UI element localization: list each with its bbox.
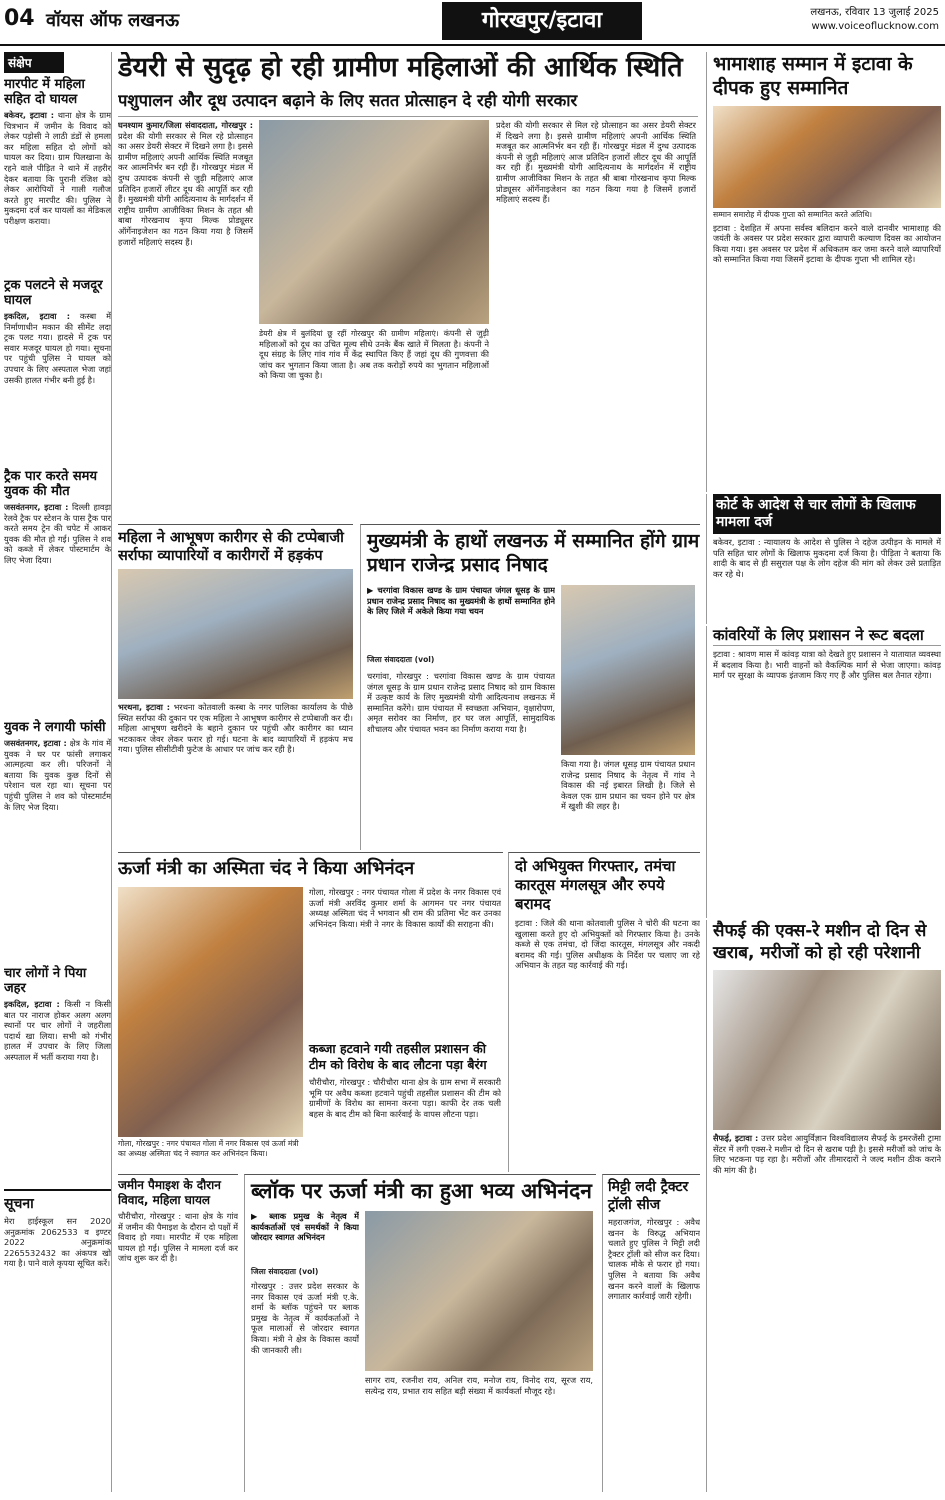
brief-dateline: इकदिल, इटावा : [4,311,70,321]
lead-body-continued: कंपनी से जुड़ी महिलाओं को दूध का उचित मूल्य सीधे उनके बैंक खाते में मिलता है। कंपनी ने दूध संग्रह के लिए गांव गांव में केंद्र स्थापित किए हैं जहां दूध की गुणवत्ता की जांच कर भुगतान किया जाता है। अब तक करोड़ों रुपये का भुगतान महिलाओं को किया जा चुका है। [259,328,489,381]
minister-honour-story [118,852,503,1172]
tractor-headline: मिट्टी लदी ट्रैक्टर ट्रॉली सीज [608,1179,689,1213]
lead-subhead: पशुपालन और दूध उत्पादन बढ़ाने के लिए सतत प्रोत्साहन दे रही योगी सरकार [118,90,698,117]
bhamashah-caption: सम्मान समारोह में दीपक गुप्ता को सम्मानित करते अतिथि। [713,210,873,219]
jewelry-shop-photo [118,569,353,699]
jewelry-body: भरथना कोतवाली कस्बा के नगर पालिका कार्यालय के पीछे स्थित सर्राफा की दुकान पर एक महिला ने आभूषण कारीगर से टप्पेबाजी कर दी। महिला आभूषण खरीदने के बहाने दुकान पर पहुंची और कारीगर का ध्यान भटकाकर जेवर लेकर फरार हो गई। घटना के बाद व्यापारियों में हड़कंप मच गया। पुलिस सीसीटीवी फुटेज के आधार पर जांच कर रही है। [118,702,353,755]
land-headline: जमीन पैमाइश के दौरान विवाद, महिला घायल [118,1178,221,1207]
brief-item [4,469,111,712]
notice-text: मेरा हाईस्कूल सन 2020 अनुक्रमांक 2062533 व इण्टर 2022 अनुक्रमांक 2265532432 का अंकपत्र खो गया है। पाने वाले कृपया सूचित करें। [4,1216,111,1269]
jewelry-story [118,524,353,850]
brief-dateline: जसवंतनगर, इटावा : [4,502,69,512]
land-body: चौरीचौरा, गोरखपुर : थाना क्षेत्र के गांव में जमीन की पैमाइश के दौरान दो पक्षों में विवाद हो गया। मारपीट में एक महिला घायल हो गई। पुलिस ने मामला दर्ज कर जांच शुरू कर दी है। [118,1211,238,1264]
brief-item [4,720,111,958]
bhamashah-headline: भामाशाह सम्मान में इटावा के दीपक हुए सम्मानित [713,53,913,99]
xray-body: उत्तर प्रदेश आयुर्विज्ञान विश्वविद्यालय सैफई के इमरजेंसी ट्रामा सेंटर में लगी एक्स-रे मशीन दो दिन से खराब पड़ी है। इससे मरीजों को जांच के लिए भटकना पड़ रहा है। मरीजों और तीमारदारों ने जल्द मशीन ठीक कराने की मांग की है। [713,1133,941,1175]
dateline [810,6,939,34]
lead-body: प्रदेश की योगी सरकार से मिल रहे प्रोत्साहन का असर डेयरी सेक्टर में दिखने लगा है। इससे ग्रामीण महिलाएं अपनी आर्थिक स्थिति मजबूत कर आत्मनिर्भर बन रही हैं। गोरखपुर मंडल में दुग्ध उत्पादक कंपनी से जुड़ी महिलाएं आज प्रतिदिन हजारों लीटर दूध की आपूर्ति कर रही हैं। मुख्यमंत्री योगी आदित्यनाथ के मार्गदर्शन में राष्ट्रीय ग्रामीण आजीविका मिशन के तहत श्री बाबा गोरखनाथ कृपा मिल्क प्रोड्यूसर ऑर्गेनाइजेशन का गठन किया गया है जिसमें हजारों महिलाएं सदस्य हैं। [118,130,253,247]
block-headline: ब्लॉक पर ऊर्जा मंत्री का हुआ भव्य अभिनंदन [251,1179,592,1203]
kanwar-headline: कांवरियों के लिए प्रशासन ने रूट बदला [713,626,941,646]
block-body: गोरखपुर : उत्तर प्रदेश सरकार के नगर विकास एवं ऊर्जा मंत्री ए.के. शर्मा के ब्लॉक पहुंचने पर ब्लाक प्रमुख के नेतृत्व में कार्यकर्ताओं ने फूल मालाओं से जोरदार स्वागत किया। मंत्री ने क्षेत्र के विकास कार्यों की जानकारी ली। [251,1281,359,1355]
dairy-women-photo [259,120,489,324]
masthead [0,0,945,46]
encroachment-body: चौरीचौरा, गोरखपुर : चौरीचौरा थाना क्षेत्र के ग्राम सभा में सरकारी भूमि पर अवैध कब्जा हटवाने पहुंची तहसील प्रशासन की टीम को ग्रामीणों के विरोध का सामना करना पड़ा। काफी देर तक चली बहस के बाद टीम को बिना कार्रवाई के वापस लौटना पड़ा। [309,1077,501,1119]
court-story [706,494,941,624]
arrest-body: इटावा : जिले की थाना कोतवाली पुलिस ने चोरी की घटना का खुलासा करते हुए दो अभियुक्तों को गिरफ्तार किया है। उनके कब्जे से एक तमंचा, दो जिंदा कारतूस, मंगलसूत्र और नकदी बरामद की गई। पुलिस अधीक्षक के निर्देश पर चलाए जा रहे अभियान के तहत यह कार्रवाई की गई। [515,918,700,971]
block-welcome-photo [365,1211,593,1371]
brief-body: दिल्ली हावड़ा रेलवे ट्रैक पर स्टेशन के पास ट्रैक पार करते समय ट्रेन की चपेट में आकर युवक की मौत हो गई। पुलिस ने शव को कब्जे में लेकर पोस्टमार्टम के लिए भेजा दिया। [4,502,111,565]
tractor-story [602,1174,700,1492]
brief-headline: युवक ने लगायी फांसी [4,720,106,735]
bhamashah-story [706,52,941,492]
honour-ceremony-photo [713,106,941,208]
lead-photo-caption: डेयरी क्षेत्र में बुलंदियां छू रहीं गोरखपुर की ग्रामीण महिलाएं। [259,329,439,338]
brief-dateline: इकदिल, इटावा : [4,999,60,1009]
brief-headline: ट्रक पलटने से मजदूर घायल [4,278,103,308]
minister-honour-headline: ऊर्जा मंत्री का अस्मिता चंद ने किया अभिनंदन [118,858,415,879]
kanwar-story [706,626,941,918]
pradhan-portrait-photo [561,585,695,755]
bhamashah-body: इटावा : देशहित में अपना सर्वस्व बलिदान करने वाले दानवीर भामाशाह की जयंती के अवसर पर प्रदेश सरकार द्वारा व्यापारी कल्याण दिवस का आयोजन किया गया। इस अवसर पर प्रदेश में अधिकतम कर जमा करने वाले व्यापारियों को सम्मानित किया गया जिसमें इटावा के दीपक गुप्ता भी शामिल रहे। [713,222,941,265]
city-band: गोरखपुर/इटावा [442,2,642,40]
brief-item [4,966,111,1179]
brief-dateline: जसवंतनगर, इटावा : [4,738,67,748]
brief-item [4,278,111,461]
brief-body: थाना क्षेत्र के ग्राम चित्रभान में जमीन के विवाद को लेकर पड़ोसी ने लाठी डंडों से हमला कर महिला सहित दो लोगों को घायल कर दिया। ग्राम पिलखाना के रहने वाले पीड़ित ने थाने में तहरीर देकर बताया कि पुरानी रंजिश को लेकर आरोपियों ने गाली गलौज करते हुए मारपीट की। पुलिस ने मुकदमा दर्ज कर घायलों का मेडिकल परीक्षण कराया। [4,110,111,226]
minister-honour-body: गोला, गोरखपुर : नगर पंचायत गोला में प्रदेश के नगर विकास एवं ऊर्जा मंत्री अरविंद कुमार शर्मा के आगमन पर नगर पंचायत अध्यक्ष अस्मिता चंद ने भगवान श्री राम की प्रतिमा भेंट कर उनका अभिनंदन किया। मंत्री ने नगर के विकास कार्यों की सराहना की। [309,887,501,929]
jewelry-headline: महिला ने आभूषण कारीगर से की टप्पेबाजी सर्राफा व्यापारियों व कारीगरों में हड़कंप [118,530,344,564]
lead-story [118,52,698,522]
page-number: 04 [4,6,35,31]
xray-story [706,920,941,1492]
website-link[interactable]: www.voiceoflucknow.com [811,21,939,32]
xray-headline: सैफई की एक्स-रे मशीन दो दिन से खराब, मरीजों को हो रही परेशानी [713,921,927,963]
jewelry-caption: भरथना, इटावा : [118,702,170,712]
arrest-headline: दो अभियुक्त गिरफ्तार, तमंचा कारतूस मंगलसूत्र और रुपये बरामद [515,857,676,913]
court-body: बकेवर, इटावा : न्यायालय के आदेश से पुलिस ने दहेज उत्पीड़न के मामले में पति सहित चार लोगों के खिलाफ मुकदमा दर्ज किया है। पीड़िता ने बताया कि शादी के बाद से ही ससुराल पक्ष के लोग दहेज की मांग को लेकर उसे प्रताड़ित कर रहे थे। [713,537,941,579]
brief-body: क्षेत्र के गांव में युवक ने घर पर फांसी लगाकर आत्महत्या कर ली। परिजनों ने बताया कि युवक कुछ दिनों से परेशान चल रहा था। सूचना पर पहुंची पुलिस ने शव को पोस्टमार्टम के लिए भेज दिया। [4,738,111,812]
brief-body: किसी न किसी बात पर नाराज होकर अलग अलग स्थानों पर चार लोगों ने जहरीला पदार्थ खा लिया। सभी को गंभीर हालत में उपचार के लिए जिला अस्पताल में भर्ती कराया गया है। [4,999,111,1062]
land-dispute-story [118,1174,238,1492]
cm-body-continued: किया गया है। जंगल धूसड़ ग्राम पंचायत प्रधान राजेन्द्र प्रसाद निषाद के नेतृत्व में गांव ने विकास की नई इबारत लिखी है। जिले से केवल एक ग्राम प्रधान का चयन होने पर क्षेत्र में खुशी की लहर है। [561,759,695,812]
paper-title: वॉयस ऑफ लखनऊ [46,10,180,31]
block-honour-story [244,1174,596,1492]
lead-body-right: प्रदेश की योगी सरकार से मिल रहे प्रोत्साहन का असर डेयरी सेक्टर में दिखने लगा है। इससे ग्रामीण महिलाएं अपनी आर्थिक स्थिति मजबूत कर आत्मनिर्भर बन रही हैं। गोरखपुर मंडल में दुग्ध उत्पादक कंपनी से जुड़ी महिलाएं आज प्रतिदिन हजारों लीटर दूध की आपूर्ति कर रही हैं। मुख्यमंत्री योगी आदित्यनाथ के मार्गदर्शन में राष्ट्रीय ग्रामीण आजीविका मिशन के तहत श्री बाबा गोरखनाथ कृपा मिल्क प्रोड्यूसर ऑर्गेनाइजेशन का गठन किया गया है जिसमें हजारों महिलाएं सदस्य हैं। [496,120,696,205]
kanwar-body: इटावा : श्रावण मास में कांवड़ यात्रा को देखते हुए प्रशासन ने यातायात व्यवस्था में बदलाव किया है। भारी वाहनों को वैकल्पिक मार्ग से भेजा जाएगा। कांवड़ मार्ग पर सुरक्षा के व्यापक इंतजाम किए गए हैं और पुलिस बल तैनात रहेगा। [713,649,941,681]
minister-welcome-photo [118,887,303,1137]
brief-sidebar [4,52,112,1492]
court-headline: कोर्ट के आदेश से चार लोगों के खिलाफ मामला दर्ज [713,494,941,534]
brief-headline: ट्रैक पार करते समय युवक की मौत [4,469,97,499]
brief-dateline: बकेवर, इटावा : [4,110,55,120]
cm-honour-story [360,524,700,850]
block-byline: जिला संवाददाता (vol) [251,1267,319,1276]
notice-box [4,1189,111,1269]
arrest-story [508,852,700,1172]
brief-item [4,77,111,270]
brief-body: कस्बा में निर्माणाधीन मकान की सीमेंट लदा ट्रक पलट गया। हादसे में ट्रक पर सवार मजदूर घायल हो गया। सूचना पर पहुंची पुलिस ने घायल को उपचार के लिए अस्पताल भेजा जहां उसकी हालत गंभीर बनी हुई है। [4,311,111,385]
block-body-continued: सागर राय, रजनीश राय, अनिल राय, मनोज राय, विनोद राय, सूरज राय, सत्येन्द्र राय, प्रभात राय सहित बड़ी संख्या में कार्यकर्ता मौजूद रहे। [365,1375,593,1396]
cm-headline: मुख्यमंत्री के हाथों लखनऊ में सम्मानित होंगे ग्राम प्रधान राजेन्द्र प्रसाद निषाद [367,530,700,576]
brief-headline: चार लोगों ने पिया जहर [4,966,87,996]
triangle-bullet-icon: ▶ [251,1211,270,1221]
encroachment-headline: कब्जा हटवाने गयी तहसील प्रशासन की टीम को विरोध के बाद लौटना पड़ा बैरंग [309,1041,487,1072]
lead-byline: घनश्याम कुमार/जिला संवाददाता, गोरखपुर : [118,120,253,130]
date: लखनऊ, रविवार 13 जुलाई 2025 [810,7,939,18]
cm-highlight: चरगांवा विकास खण्ड के ग्राम पंचायत जंगल धूसड़ के ग्राम प्रधान राजेन्द्र प्रसाद निषाद का मुख्यमंत्री के हाथों सम्मानित होने के लिए जिले में अकेले किया गया चयन [367,585,555,617]
lead-headline: डेयरी से सुदृढ़ हो रही ग्रामीण महिलाओं की आर्थिक स्थिति [118,52,683,83]
tractor-body: महराजगंज, गोरखपुर : अवैध खनन के विरुद्ध अभियान चलाते हुए पुलिस ने मिट्टी लदी ट्रैक्टर ट्रॉली को सीज कर दिया। चालक मौके से फरार हो गया। पुलिस ने बताया कि अवैध खनन करने वालों के खिलाफ लगातार कार्रवाई जारी रहेगी। [608,1217,700,1302]
notice-label: सूचना [4,1196,34,1212]
brief-label: संक्षेप [4,52,64,73]
block-highlight: ब्लाक प्रमुख के नेतृत्व में कार्यकर्ताओं एवं समर्थकों ने किया जोरदार स्वागत अभिनंदन [251,1211,359,1243]
brief-headline: मारपीट में महिला सहित दो घायल [4,77,85,107]
cm-byline: जिला संवाददाता (vol) [367,655,435,664]
minister-honour-caption: गोला, गोरखपुर : नगर पंचायत गोला में नगर विकास एवं ऊर्जा मंत्री का अध्यक्ष अस्मिता चंद ने स्वागत कर अभिनंदन किया। [118,1139,299,1158]
xray-caption: सैफई, इटावा : [713,1133,759,1143]
xray-machine-photo [713,970,941,1130]
triangle-bullet-icon: ▶ [367,585,378,595]
cm-body: चरगांवा, गोरखपुर : चरगांवा विकास खण्ड के ग्राम पंचायत जंगल धूसड़ के ग्राम प्रधान राजेन्द्र प्रसाद निषाद को ग्राम विकास में उत्कृष्ट कार्य के लिए मुख्यमंत्री योगी आदित्यनाथ लखनऊ में सम्मानित करेंगे। ग्राम पंचायत में स्वच्छता अभियान, वृक्षारोपण, अमृत सरोवर का निर्माण, हर घर जल आपूर्ति, सामुदायिक शौचालय और पंचायत भवन का निर्माण कराया गया है। [367,671,555,734]
